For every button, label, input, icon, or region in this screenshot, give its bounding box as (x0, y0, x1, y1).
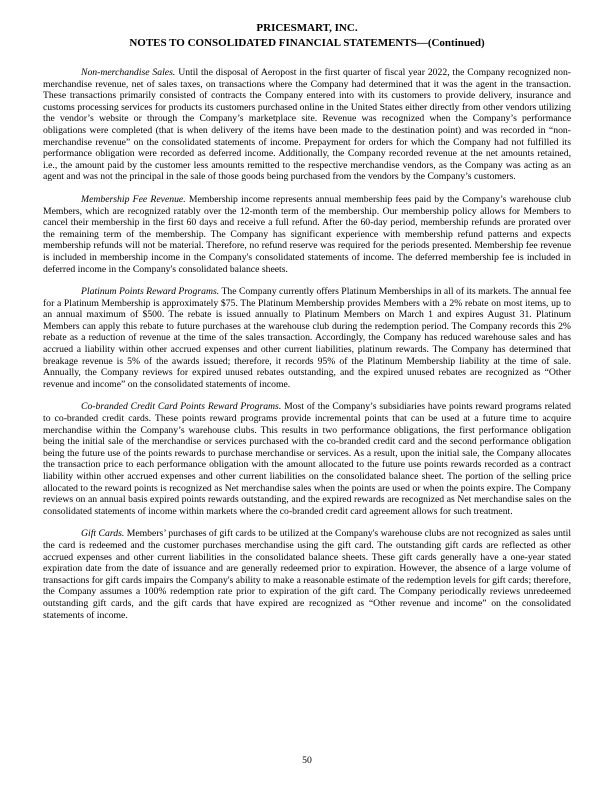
page-footer (0, 755, 614, 767)
paragraph-cobranded-credit-card-points (43, 401, 571, 517)
paragraph-non-merchandise-sales (43, 67, 571, 183)
paragraph-heading: Non-merchandise Sales. (81, 67, 176, 78)
paragraph-heading: Membership Fee Revenue. (81, 193, 186, 205)
document-title: NOTES TO CONSOLIDATED FINANCIAL STATEMENTS—(Continued) (129, 37, 485, 49)
paragraph-body: Until the disposal of Aeropost in the first quarter of fiscal year 2022, the Company recognized non-merchandise revenue, net of sales taxes, on transactions where the Company had determined that it was the agent in the transaction. These transactions primarily consisted of contracts the Company entered into with its customers to provide delivery, insurance and customs processing services for products its customers purchased online in the United States either directly from other vendors utilizing the vendor’s website or through the Company’s marketplace site. Revenue was recognized when the Company’s performance obligations were completed (that is when delivery of the items have been made to the destination point) and was recorded in “non-merchandise revenue” on the consolidated statements of income. Prepayment for orders for which the Company had not fulfilled its performance obligation were recorded as deferred income. Additionally, the Company recorded revenue at the net amounts retained, i.e., the amount paid by the customer less amounts remitted to the respective merchandise vendors, as the Company was acting as an agent and was not the principal in the sale of those goods being purchased from the vendors by the Company’s customers. (43, 67, 572, 183)
page-number: 50 (302, 755, 312, 767)
paragraph-platinum-points-reward-programs (43, 286, 571, 390)
paragraph-body: Most of the Company’s subsidiaries have points reward programs related to co-branded credit cards. These points reward programs provide incremental points that can be used at a future time to acquire merchandise within the Company’s warehouse clubs. This results in two performance obligations, the first performance obligation being the initial sale of the merchandise or services purchased with the co-branded credit card and the second performance obligation being the future use of the points rewards to purchase merchandise or services. As a result, upon the initial sale, the Company allocates the transaction price to each performance obligation with the amount allocated to the future use points rewards recorded as a contract liability within other accrued expenses and other current liabilities on the consolidated balance sheet. The portion of the selling price allocated to the reward points is recognized as Net merchandise sales when the points are used or when the points expire. The Company reviews on an annual basis expired points rewards outstanding, and the expired rewards are recognized as Net merchandise sales on the consolidated statements of income within markets where the co-branded credit card agreement allows for such treatment. (43, 401, 571, 517)
paragraph-body: Membership income represents annual membership fees paid by the Company’s warehouse club Members, which are recognized ratably over the 12-month term of the membership. Our membership policy allows for Members to cancel their membership in the first 60 days and receive a full refund. After the 60-day period, membership refunds are prorated over the remaining term of the membership. The Company has significant experience with membership refund patterns and expects membership refunds will not be material. Therefore, no refund reserve was required for the periods presented. Membership fee revenue is included in membership income in the Company's consolidated statements of income. The deferred membership fee is included in deferred income in the Company's consolidated balance sheets. (43, 193, 572, 275)
paragraph-body: Members’ purchases of gift cards to be utilized at the Company's warehouse clubs are not recognized as sales until the card is redeemed and the customer purchases merchandise using the gift card. The outstanding gift cards are reflected as other accrued expenses and other current liabilities in the consolidated balance sheets. These gift cards generally have a one-year stated expiration date from the date of issuance and are generally redeemed prior to expiration. However, the absence of a large volume of transactions for gift cards impairs the Company's ability to make a reasonable estimate of the redemption levels for gift cards; therefore, the Company assumes a 100% redemption rate prior to expiration of the gift card. The Company periodically reviews unredeemed outstanding gift cards, and the gift cards that have expired are recognized as “Other revenue and income” on the consolidated statements of income. (43, 528, 572, 621)
paragraph-gift-cards (43, 528, 571, 621)
company-name: PRICESMART, INC. (256, 22, 358, 34)
paragraph-body: The Company currently offers Platinum Memberships in all of its markets. The annual fee for a Platinum Membership is approximately $75. The Platinum Membership provides Members with a 2% rebate on most items, up to an annual maximum of $500. The rebate is issued annually to Platinum Members on March 1 and expires August 31. Platinum Members can apply this rebate to future purchases at the warehouse club during the redemption period. The Company records this 2% rebate as a reduction of revenue at the time of the sales transaction. Accordingly, the Company has reduced warehouse sales and has accrued a liability within other accrued expenses and other current liabilities, platinum rewards. The Company has determined that breakage revenue is 5% of the awards issued; therefore, it records 95% of the Platinum Membership liability at the time of sale. Annually, the Company reviews for expired unused rebates outstanding, and the expired unused rebates are recognized as “Other revenue and income” on the consolidated statements of income. (43, 286, 572, 390)
paragraph-heading: Platinum Points Reward Programs. (81, 286, 220, 298)
paragraph-heading: Gift Cards. (81, 528, 125, 540)
paragraph-heading: Co-branded Credit Card Points Reward Programs. (81, 401, 282, 413)
paragraph-membership-fee-revenue (43, 194, 571, 275)
document-header (43, 21, 571, 51)
document-body (43, 67, 571, 621)
